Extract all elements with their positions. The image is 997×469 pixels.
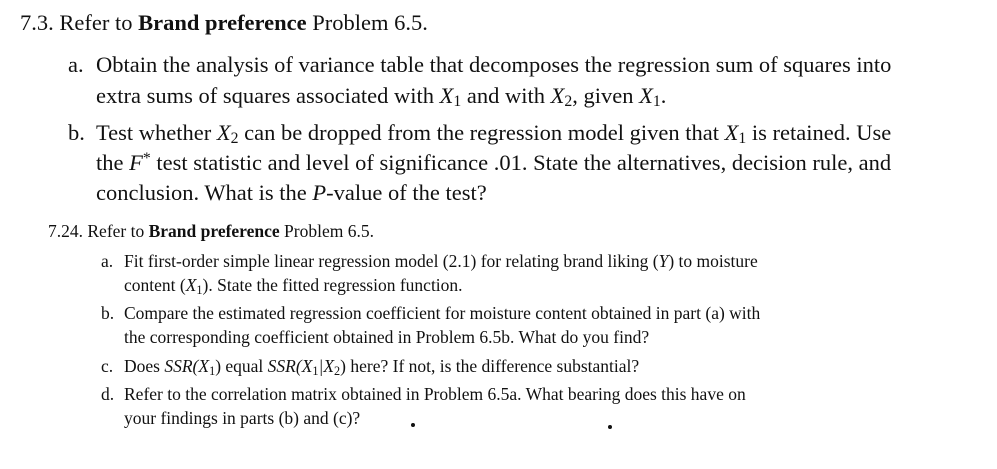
part-d-line-1: Refer to the correlation matrix obtained in Problem 6.5a. What bearing does this have on bbox=[124, 384, 746, 404]
problem-7-3-heading bbox=[20, 10, 428, 36]
part-d-letter: d. bbox=[101, 384, 115, 404]
problem-number: 7.24. bbox=[48, 221, 83, 241]
heading-reference-rest: Problem 6.5. bbox=[284, 221, 374, 241]
scan-speck bbox=[608, 425, 612, 429]
part-c-line: Does $SSR(X_1)$ equal $SSR(X_1|X_2)$ here? If not, is the difference substantial? bbox=[124, 356, 640, 378]
part-b-line-2: the corresponding coefficient obtained in Problem 6.5b. What do you find? bbox=[124, 327, 650, 347]
scan-speck bbox=[411, 423, 415, 427]
heading-reference-rest: Problem 6.5. bbox=[312, 10, 428, 35]
heading-intro: Refer to bbox=[59, 10, 133, 35]
part-b-line-1: Compare the estimated regression coefficient for moisture content obtained in part (a) with bbox=[124, 303, 761, 323]
part-b-line-1: Test whether $X_2$ can be dropped from the regression model given that $X_1$ is retained. Use bbox=[96, 120, 892, 147]
part-a-letter: a. bbox=[101, 251, 114, 271]
part-c-letter: c. bbox=[101, 356, 114, 376]
part-a-line-1: Fit first-order simple linear regression model (2.1) for relating brand liking (Y) to moisture bbox=[124, 251, 758, 271]
problem-number: 7.3. bbox=[20, 10, 54, 35]
part-b-letter: b. bbox=[101, 303, 115, 323]
heading-reference-bold: Brand preference bbox=[138, 10, 307, 35]
heading-reference-bold: Brand preference bbox=[148, 221, 280, 241]
part-a-line-1: Obtain the analysis of variance table that decomposes the regression sum of squares into bbox=[96, 52, 892, 77]
part-b-line-2: the F* test statistic and level of significance .01. State the alternatives, decision rule, and bbox=[96, 150, 892, 175]
part-a-line-2: extra sums of squares associated with $X_1$ and with $X_2$, given $X_1$. bbox=[96, 83, 667, 110]
part-b-line-3: conclusion. What is the P-value of the test? bbox=[96, 180, 487, 205]
part-d-line-2: your findings in parts (b) and (c)? bbox=[124, 408, 361, 428]
part-a-line-2: content $(X_1)$. State the fitted regression function. bbox=[124, 275, 463, 297]
heading-intro: Refer to bbox=[87, 221, 145, 241]
part-b-letter: b. bbox=[68, 120, 85, 145]
part-a-letter: a. bbox=[68, 52, 84, 77]
problem-7-24-heading bbox=[48, 221, 374, 242]
